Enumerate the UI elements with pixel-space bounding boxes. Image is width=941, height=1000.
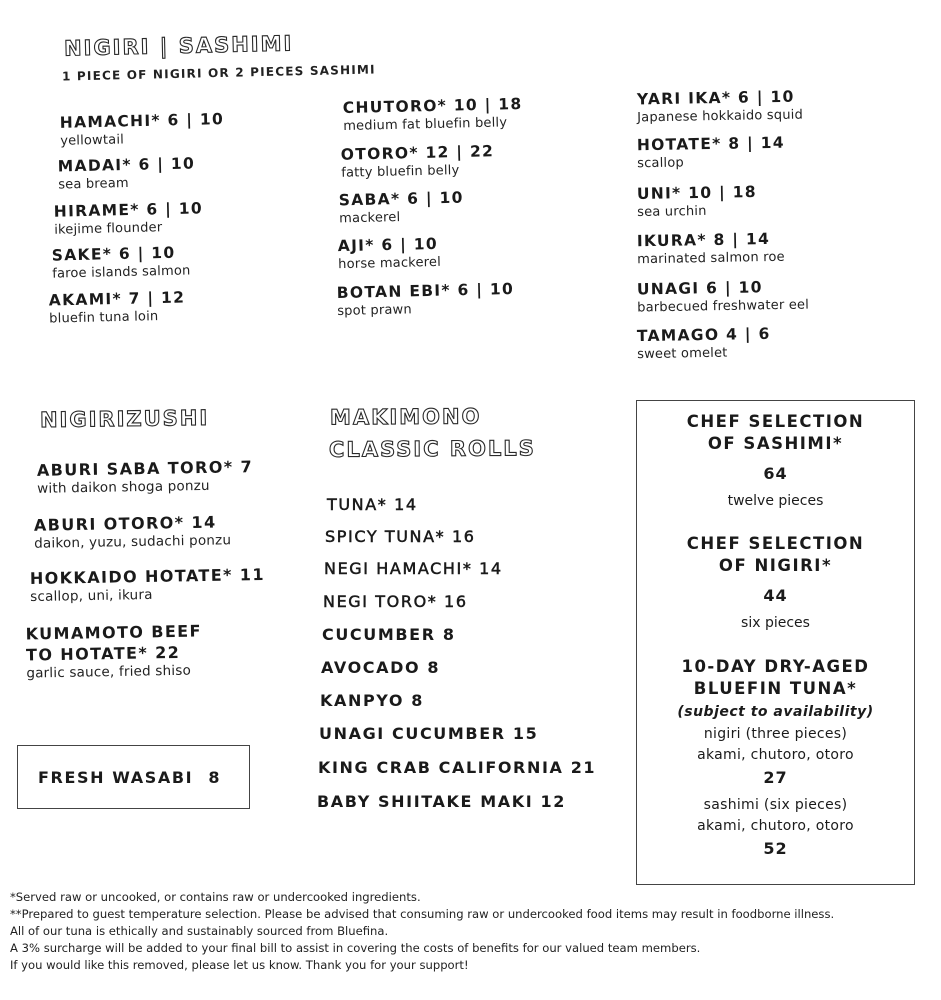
chef-nigiri-title-2: OF NIGIRI*: [718, 556, 833, 575]
item-price: 8: [208, 768, 222, 787]
item-price: 6 | 10: [381, 234, 439, 255]
item-price: 21: [570, 758, 597, 777]
item-description: mackerel: [339, 210, 401, 227]
item-price: 16: [444, 592, 468, 611]
item-price: 6 | 10: [146, 199, 204, 219]
item-name: HOKKAIDO HOTATE*: [29, 565, 234, 589]
menu-item: [637, 325, 771, 363]
menu-item: [30, 564, 266, 606]
roll-item: [320, 691, 424, 710]
menu-item: [637, 278, 809, 317]
item-description: bluefin tuna loin: [49, 309, 159, 327]
menu-item: [25, 620, 202, 682]
item-name: ABURI OTORO*: [33, 513, 185, 535]
item-price: 6 | 10: [167, 110, 225, 130]
item-description: daikon, yuzu, sudachi ponzu: [34, 532, 232, 552]
item-price: 22: [154, 642, 181, 663]
item-price: 8: [411, 691, 425, 710]
item-name: BOTAN EBI*: [336, 281, 451, 303]
item-name: AVOCADO: [321, 658, 421, 677]
menu-item: [34, 511, 232, 552]
menu-item: [52, 243, 191, 282]
item-name: NEGI TORO*: [323, 592, 438, 611]
item-price: 4 | 6: [725, 324, 771, 344]
chef-nigiri-desc: six pieces: [741, 615, 810, 631]
menu-item: [637, 134, 786, 173]
item-price: 7: [240, 457, 254, 477]
roll-item: [319, 724, 538, 743]
roll-item: [325, 527, 476, 546]
menu-item: [341, 142, 495, 181]
menu-item: [637, 230, 785, 269]
item-price: 10 | 18: [688, 182, 758, 203]
roll-item: [318, 758, 596, 777]
item-price: 11: [239, 564, 266, 585]
item-price: 6 | 10: [118, 243, 176, 264]
fresh-wasabi-box: [17, 745, 250, 809]
item-name: YARI IKA*: [636, 88, 732, 109]
item-name: MADAI*: [57, 155, 132, 176]
menu-item: [339, 189, 465, 228]
item-price: 7 | 12: [128, 288, 186, 308]
footer-line: *Served raw or uncooked, or contains raw or undercooked ingredients.: [10, 890, 421, 904]
item-price: 14: [191, 512, 217, 532]
item-name-line-1: KUMAMOTO BEEF: [25, 621, 203, 644]
item-price: 12 | 22: [425, 142, 495, 162]
roll-item: [324, 559, 503, 578]
item-description: spot prawn: [337, 302, 413, 320]
chef-sashimi-title-1: CHEF SELECTION: [686, 412, 865, 431]
item-description: sea urchin: [637, 203, 707, 221]
item-name: TAMAGO: [636, 325, 720, 346]
dry-aged-sashimi-price: 52: [763, 839, 788, 858]
chef-nigiri-price: 44: [763, 586, 788, 605]
menu-item: [343, 95, 523, 135]
item-price: 8: [427, 658, 441, 677]
item-price: 8: [442, 625, 456, 644]
dry-aged-nigiri-label: nigiri (three pieces): [703, 726, 848, 742]
dry-aged-nigiri-price: 27: [763, 768, 788, 787]
item-price: 8 | 14: [728, 133, 785, 153]
item-price: 6 | 10: [737, 87, 795, 107]
item-description: sweet omelet: [637, 345, 728, 363]
item-description: ikejime flounder: [54, 220, 163, 238]
menu-item: [60, 110, 225, 150]
item-name: OTORO*: [340, 143, 419, 164]
item-description: scallop: [637, 155, 685, 172]
menu-item: [637, 183, 758, 221]
item-price: 14: [479, 559, 503, 578]
item-price: 8 | 14: [713, 229, 771, 249]
footer-line: If you would like this removed, please let us know. Thank you for your support!: [10, 958, 469, 972]
chef-dry-aged: [637, 656, 914, 858]
menu-item: [54, 199, 204, 238]
roll-item: [321, 658, 440, 677]
item-name: UNAGI CUCUMBER: [319, 724, 506, 743]
footer-line: A 3% surcharge will be added to your final bill to assist in covering the costs of benefits for our valued team members.: [10, 941, 701, 955]
item-price: 15: [512, 724, 539, 743]
item-description: barbecued freshwater eel: [637, 297, 810, 316]
item-description: scallop, uni, ikura: [30, 586, 153, 606]
footer-notes: [10, 889, 834, 974]
footer-line: All of our tuna is ethically and sustainably sourced from Bluefina.: [10, 924, 389, 938]
chef-nigiri-title-1: CHEF SELECTION: [686, 534, 865, 553]
roll-item: [327, 495, 418, 514]
item-description: horse mackerel: [338, 254, 442, 273]
item-price: 16: [451, 527, 476, 546]
item-description: Japanese hokkaido squid: [637, 107, 804, 126]
item-name: FRESH WASABI: [38, 768, 194, 787]
item-description: faroe islands salmon: [52, 263, 191, 282]
roll-item: [323, 592, 468, 611]
item-name: AJI*: [337, 236, 375, 256]
chef-sashimi-desc: twelve pieces: [727, 493, 824, 509]
item-price: 10 | 18: [453, 94, 523, 115]
item-name: SPICY TUNA*: [325, 527, 446, 546]
footer-line: **Prepared to guest temperature selection. Please be advised that consuming raw or undercooked food items may result in foodborne illness.: [10, 907, 835, 921]
item-description: marinated salmon roe: [637, 249, 785, 268]
nigirizushi-title: NIGIRIZUSHI: [39, 405, 210, 433]
item-description: fatty bluefin belly: [341, 163, 460, 181]
item-name-line-2: TO HOTATE*: [25, 643, 149, 665]
item-name: CHUTORO*: [342, 96, 448, 118]
item-name: BABY SHIITAKE MAKI: [317, 792, 534, 811]
item-name: SAKE*: [51, 245, 113, 265]
item-name: AKAMI*: [48, 289, 123, 310]
menu-item: [637, 88, 803, 127]
item-price: 6 | 10: [406, 188, 464, 208]
item-name: ABURI SABA TORO*: [36, 457, 234, 480]
dry-aged-sashimi-cuts: akami, chutoro, otoro: [697, 818, 854, 834]
menu-item: [338, 235, 442, 273]
item-name: UNI*: [636, 184, 682, 204]
item-name: KANPYO: [320, 691, 405, 710]
item-name: CUCUMBER: [322, 625, 436, 644]
dry-aged-note: (subject to availability): [677, 704, 874, 720]
chef-nigiri: [637, 533, 914, 631]
chef-sashimi-title-2: OF SASHIMI*: [707, 434, 844, 453]
item-price: 6 | 10: [457, 279, 515, 300]
item-name: KING CRAB CALIFORNIA: [318, 758, 564, 777]
roll-item: [317, 792, 566, 811]
item-name: HOTATE*: [636, 134, 722, 155]
menu-item: [49, 288, 186, 327]
item-description: yellowtail: [60, 132, 125, 149]
makimono-title-line-1: MAKIMONO: [329, 404, 482, 430]
nigiri-sashimi-subtitle: 1 PIECE OF NIGIRI OR 2 PIECES SASHIMI: [61, 62, 376, 84]
item-description: sea bream: [58, 175, 129, 193]
chef-sashimi-price: 64: [763, 464, 788, 483]
dry-aged-title-1: 10-DAY DRY-AGED: [681, 657, 870, 676]
roll-item: [322, 625, 456, 644]
item-description: garlic sauce, fried shiso: [26, 662, 192, 682]
item-price: 6 | 10: [138, 154, 196, 174]
menu-item: [58, 154, 196, 193]
item-name: HIRAME*: [53, 200, 140, 221]
makimono-title-line-2: CLASSIC ROLLS: [328, 436, 536, 462]
item-name: IKURA*: [636, 231, 707, 251]
item-price: 12: [540, 792, 566, 811]
item-name: HAMACHI*: [59, 111, 162, 132]
chef-selection-box: [636, 400, 915, 885]
item-name: TUNA*: [327, 495, 388, 514]
dry-aged-nigiri-cuts: akami, chutoro, otoro: [697, 747, 854, 763]
nigiri-sashimi-title: NIGIRI | SASHIMI: [63, 31, 294, 61]
dry-aged-sashimi-label: sashimi (six pieces): [703, 797, 848, 813]
fresh-wasabi: [38, 768, 221, 787]
item-price: 6 | 10: [705, 278, 763, 298]
item-price: 14: [394, 495, 418, 514]
item-name: UNAGI: [636, 279, 700, 299]
menu-item: [37, 456, 254, 498]
item-name: SABA*: [338, 190, 401, 210]
chef-sashimi: [637, 411, 914, 509]
item-description: with daikon shoga ponzu: [37, 477, 210, 497]
menu-item: [337, 280, 515, 320]
dry-aged-title-2: BLUEFIN TUNA*: [693, 679, 858, 698]
item-name: NEGI HAMACHI*: [324, 559, 473, 578]
item-description: medium fat bluefin belly: [343, 115, 508, 135]
